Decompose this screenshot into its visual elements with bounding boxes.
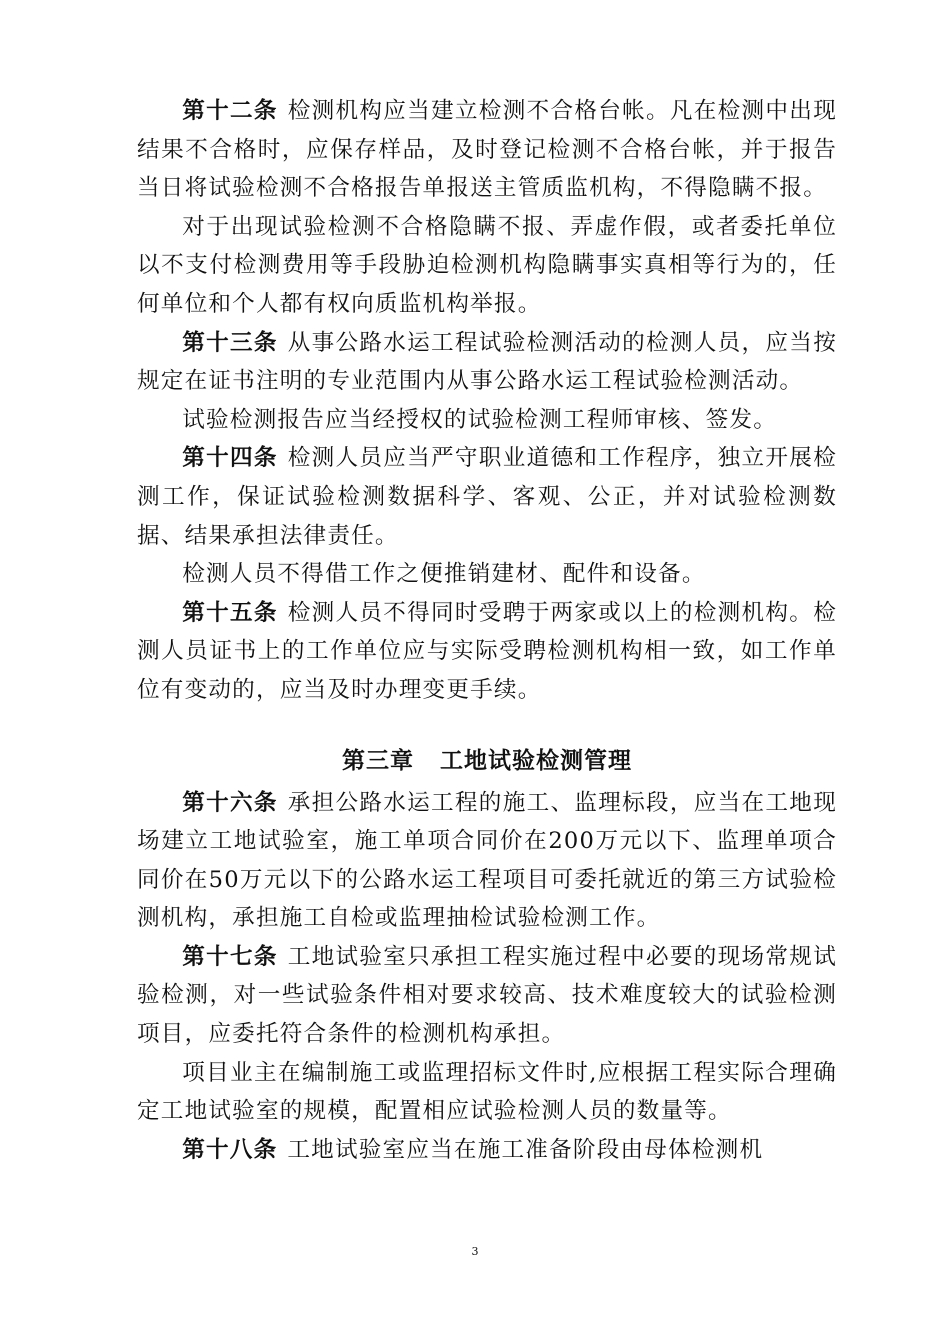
article-label: 第十七条 — [182, 943, 278, 970]
paragraph-text: 承担公路水运工程的施工、监理标段，应当在工地现场建立工地试验室，施工单项合同价在200万元以下、监理单项合同价在50万元以下的公路水运工程项目可委托就近的第三方试验检测机构，承担施工自检或监理抽检试验检测工作。 — [137, 789, 837, 932]
section-b — [137, 784, 837, 1170]
section-a — [137, 92, 837, 710]
paragraph-text: 项目业主在编制施工或监理招标文件时,应根据工程实际合理确定工地试验室的规模，配置相应试验检测人员的数量等。 — [137, 1059, 837, 1125]
article-label: 第十五条 — [182, 599, 278, 626]
article-label: 第十六条 — [182, 789, 278, 816]
paragraph-text: 检测人员不得同时受聘于两家或以上的检测机构。检测人员证书上的工作单位应与实际受聘检测机构相一致，如工作单位有变动的，应当及时办理变更手续。 — [137, 599, 837, 703]
article-label: 第十四条 — [182, 445, 278, 472]
paragraph-text: 检测人员应当严守职业道德和工作程序，独立开展检测工作，保证试验检测数据科学、客观、公正，并对试验检测数据、结果承担法律责任。 — [137, 445, 837, 549]
paragraph-text: 检测机构应当建立检测不合格台帐。凡在检测中出现结果不合格时，应保存样品，及时登记检测不合格台帐，并于报告当日将试验检测不合格报告单报送主管质监机构，不得隐瞒不报。 — [137, 98, 837, 202]
paragraph-art13 — [137, 324, 837, 401]
paragraph-art15 — [137, 594, 837, 710]
paragraph-text: 工地试验室只承担工程实施过程中必要的现场常规试验检测，对一些试验条件相对要求较高、技术难度较大的试验检测项目，应委托符合条件的检测机构承担。 — [137, 943, 837, 1048]
paragraph-art18 — [137, 1131, 837, 1170]
paragraph-text: 对于出现试验检测不合格隐瞒不报、弄虚作假，或者委托单位以不支付检测费用等手段胁迫检测机构隐瞒事实真相等行为的，任何单位和个人都有权向质监机构举报。 — [137, 213, 837, 317]
paragraph-text: 试验检测报告应当经授权的试验检测工程师审核、签发。 — [182, 406, 778, 433]
chapter-number: 第三章 — [342, 747, 414, 774]
paragraph-art16 — [137, 784, 837, 938]
paragraph — [137, 555, 837, 594]
paragraph — [137, 1054, 837, 1131]
article-label: 第十二条 — [182, 98, 278, 124]
paragraph — [137, 208, 837, 324]
paragraph-text: 工地试验室应当在施工准备阶段由母体检测机 — [287, 1136, 764, 1163]
page-number: 3 — [471, 1245, 479, 1258]
chapter-heading — [137, 738, 837, 784]
paragraph-art17 — [137, 938, 837, 1054]
document-body — [137, 92, 837, 1169]
paragraph — [137, 401, 837, 440]
paragraph-text: 检测人员不得借工作之便推销建材、配件和设备。 — [182, 561, 706, 588]
paragraph-art14 — [137, 439, 837, 555]
article-label: 第十八条 — [182, 1136, 278, 1163]
article-label: 第十三条 — [182, 329, 278, 356]
paragraph-text: 从事公路水运工程试验检测活动的检测人员，应当按规定在证书注明的专业范围内从事公路水运工程试验检测活动。 — [137, 329, 837, 395]
paragraph-art12 — [137, 92, 837, 208]
chapter-title: 工地试验检测管理 — [440, 747, 632, 774]
